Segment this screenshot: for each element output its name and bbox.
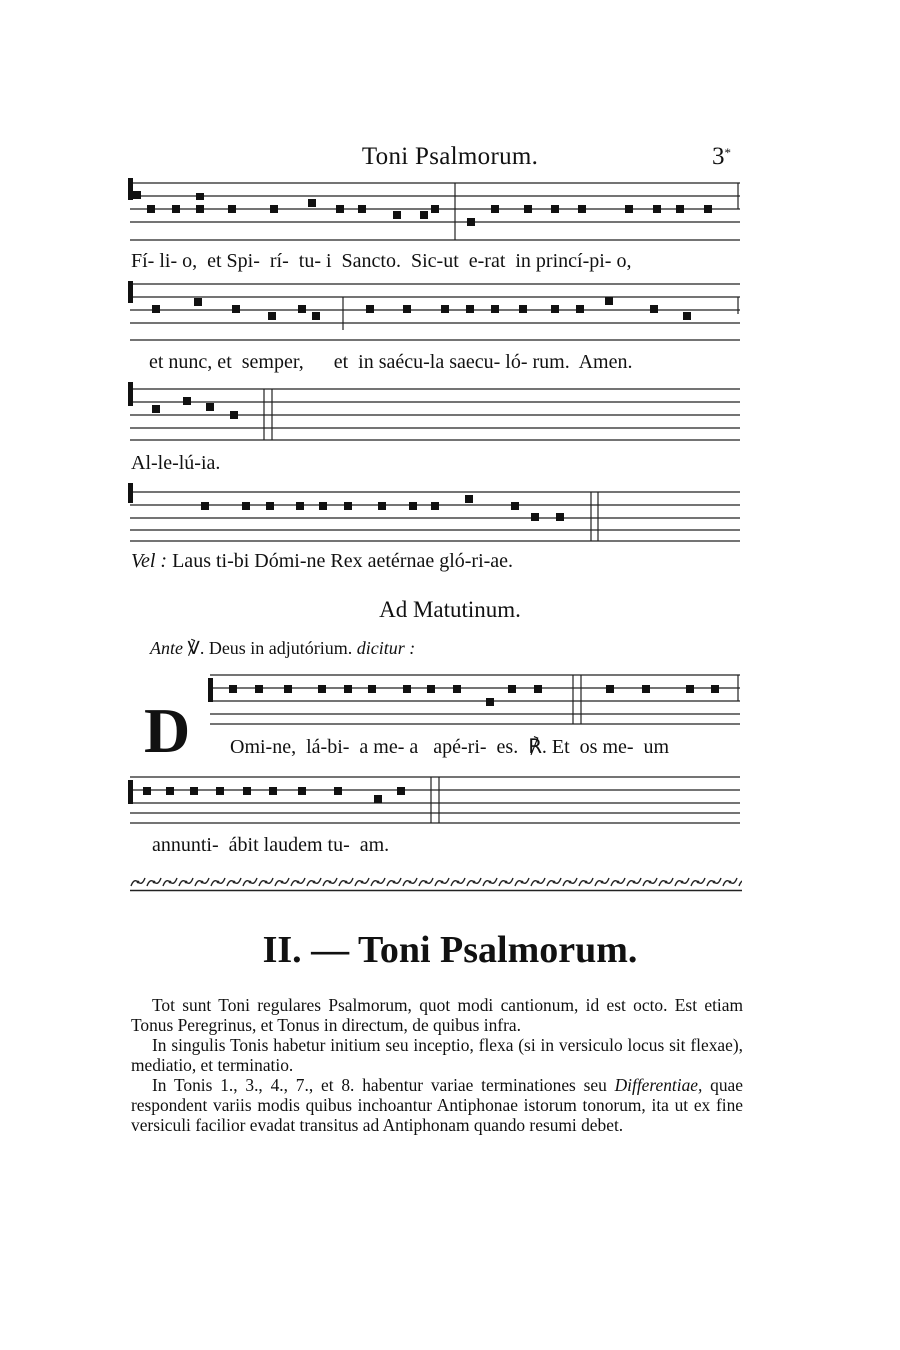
lyric-line-5: Omi-ne, lá-bi- a me- a apé-ri- es. ℟. Et os me- um — [230, 736, 670, 758]
page-mark: * — [724, 145, 731, 160]
lyric-line-1: Fí- li- o, et Spi- rí- tu- i Sancto. Sic-ut e-rat in princí-pi- o, — [131, 250, 632, 272]
paragraph-3: In Tonis 1., 3., 4., 7., et 8. habentur variae terminationes seu Differentiae, quae respondent variis modis quibus inchoantur Antiphonae istorum tonorum, ita ut ex fine versiculi facilior evadat transitus ad Antiphonam quando resumi debet. — [131, 1075, 743, 1135]
chapter-title: II. — Toni Psalmorum. — [262, 929, 638, 971]
running-header: Toni Psalmorum. — [361, 143, 539, 170]
drop-cap-initial: D — [144, 695, 191, 766]
rubric-line: Ante ℣. Deus in adjutórium. dicitur : — [150, 638, 416, 658]
paragraph-2: In singulis Tonis habetur initium seu inceptio, flexa (si in versiculo locus sit flexae), mediatio, et terminatio. — [131, 1035, 743, 1075]
paragraph-1: Tot sunt Toni regulares Psalmorum, quot modi cantionum, id est octo. Est etiam Tonus Peregrinus, et Tonus in directum, de quibus infra. — [131, 995, 743, 1035]
lyric-line-3: Al-le-lú-ia. — [131, 452, 221, 474]
section-title: Ad Matutinum. — [379, 597, 521, 622]
lyric-line-4: Vel : Laus ti-bi Dómi-ne Rex aetérnae gló-ri-ae. — [131, 550, 514, 572]
page-number: 3* — [712, 143, 731, 170]
ornamental-divider — [130, 876, 742, 894]
lyric-line-6: annunti- ábit laudem tu- am. — [152, 834, 390, 856]
body-text — [131, 995, 743, 1135]
lyric-line-2: et nunc, et semper, et in saécu-la saecu- ló- rum. Amen. — [149, 351, 633, 373]
